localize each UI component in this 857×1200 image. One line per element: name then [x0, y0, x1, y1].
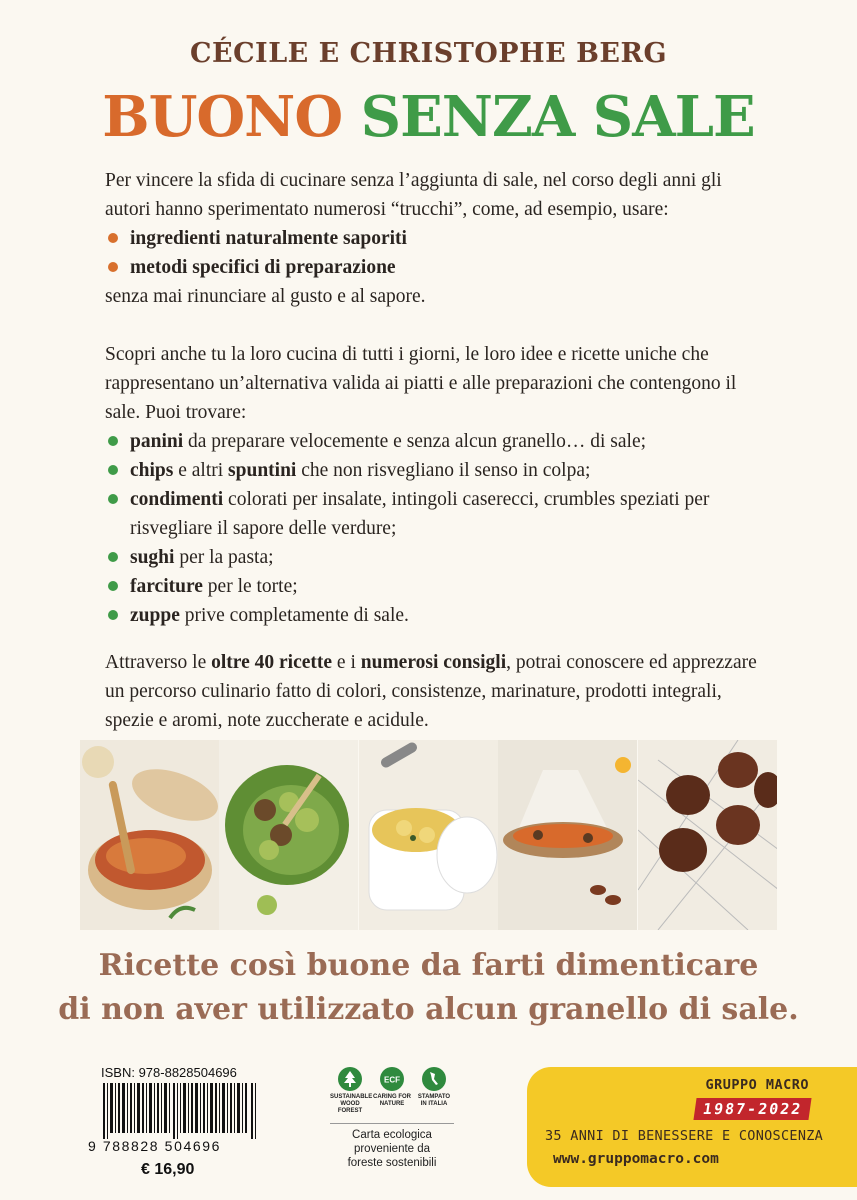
- svg-text:ECF: ECF: [384, 1075, 400, 1085]
- eco-item: SUSTAINABLE WOOD FOREST: [330, 1066, 370, 1115]
- photo-green-wraps: [219, 740, 358, 930]
- list-item: [105, 601, 765, 630]
- list-item: [105, 485, 765, 543]
- ecf-icon: [379, 1066, 405, 1092]
- barcode-digits: 9 788828 504696: [88, 1138, 221, 1154]
- item-text: per le torte;: [202, 576, 298, 597]
- tree-icon: [337, 1066, 363, 1092]
- list-item: [105, 224, 765, 253]
- anniversary-years: 1987-2022: [693, 1098, 811, 1120]
- title-part-buono: BUONO: [102, 84, 343, 150]
- item-bold: condimenti: [130, 489, 224, 510]
- item-text: colorati per insalate, intingoli caserecci, crumbles speziati per risvegliare il sapore delle verdure;: [130, 489, 710, 539]
- authors: CÉCILE E CHRISTOPHE BERG: [190, 38, 667, 69]
- item-bold: zuppe: [130, 605, 180, 626]
- photo-rice-box: [80, 740, 219, 930]
- eco-certification: SUSTAINABLE WOOD FOREST ECF CARING FOR NATURE STAMPATO IN ITALIA Carta ecologica proveniente da foreste sostenibili: [330, 1066, 454, 1170]
- item-bold: farciture: [130, 576, 203, 597]
- item-bold: chips: [130, 460, 174, 481]
- item-bold: spuntini: [228, 460, 297, 481]
- bullet-icon: [108, 581, 118, 591]
- recipe-photo-strip: [80, 740, 777, 930]
- list-item: [105, 543, 765, 572]
- anniversary-tagline: 35 ANNI DI BENESSERE E CONOSCENZA: [545, 1128, 824, 1144]
- item-text: da preparare velocemente e senza alcun granello… di sale;: [183, 431, 647, 452]
- list-item: [105, 456, 765, 485]
- list-item: [105, 572, 765, 601]
- bullet-icon: [108, 610, 118, 620]
- discover-paragraph: Scopri anche tu la loro cucina di tutti i giorni, le loro idee e ricette uniche che rappresentano un’alternativa valida ai piatti e alle preparazioni che contengono il sale. Puoi trovare:: [105, 344, 737, 423]
- item-text: e altri: [173, 460, 229, 481]
- photo-chocolate-cakes: [638, 740, 777, 930]
- slogan-line: Ricette così buone da farti dimenticare: [98, 948, 759, 983]
- bullet-text: ingredienti naturalmente saporiti: [130, 228, 407, 249]
- slogan-line: di non aver utilizzato alcun granello di sale.: [58, 992, 799, 1027]
- isbn-label: ISBN: 978-8828504696: [101, 1065, 237, 1080]
- photo-tajine: [498, 740, 637, 930]
- publisher-group: GRUPPO MACRO: [705, 1077, 809, 1093]
- intro-section: [105, 166, 765, 311]
- intro-closing: senza mai rinunciare al gusto e al sapore.: [105, 286, 426, 307]
- item-text: che non risvegliano il senso in colpa;: [296, 460, 591, 481]
- bullet-icon: [108, 494, 118, 504]
- list-item: [105, 253, 765, 282]
- publisher-banner: [527, 1067, 857, 1187]
- list-item: [105, 427, 765, 456]
- intro-paragraph: Per vincere la sfida di cucinare senza l’aggiunta di sale, nel corso degli anni gli autori hanno sperimentato numerosi “trucchi”, come, ad esempio, usare:: [105, 170, 722, 220]
- closing-paragraph: Attraverso le oltre 40 ricette e i numerosi consigli, potrai conoscere ed apprezzare un percorso culinario fatto di colori, consistenze, marinature, prodotti integrali, spezie e aromi, note zuccherate e acidule.: [105, 652, 757, 731]
- publisher-url[interactable]: www.gruppomacro.com: [553, 1151, 719, 1167]
- eco-item: STAMPATO IN ITALIA: [414, 1066, 454, 1115]
- discover-bullet-list: [105, 427, 765, 630]
- photo-curry-dish: [359, 740, 498, 930]
- closing-section: [105, 648, 765, 735]
- italy-icon: [421, 1066, 447, 1092]
- bullet-icon: [108, 436, 118, 446]
- slogan: [0, 944, 857, 1032]
- discover-section: [105, 340, 765, 630]
- item-bold: panini: [130, 431, 184, 452]
- barcode: [101, 1083, 261, 1139]
- bullet-icon: [108, 262, 118, 272]
- intro-bullet-list: [105, 224, 765, 282]
- item-text: prive completamente di sale.: [179, 605, 409, 626]
- eco-item: ECF CARING FOR NATURE: [372, 1066, 412, 1115]
- price: € 16,90: [141, 1161, 195, 1178]
- bullet-text: metodi specifici di preparazione: [130, 257, 396, 278]
- bullet-icon: [108, 233, 118, 243]
- item-bold: sughi: [130, 547, 175, 568]
- title-part-senza-sale: SENZA SALE: [360, 84, 755, 150]
- bullet-icon: [108, 552, 118, 562]
- item-text: per la pasta;: [174, 547, 274, 568]
- book-title: [0, 82, 857, 152]
- bullet-icon: [108, 465, 118, 475]
